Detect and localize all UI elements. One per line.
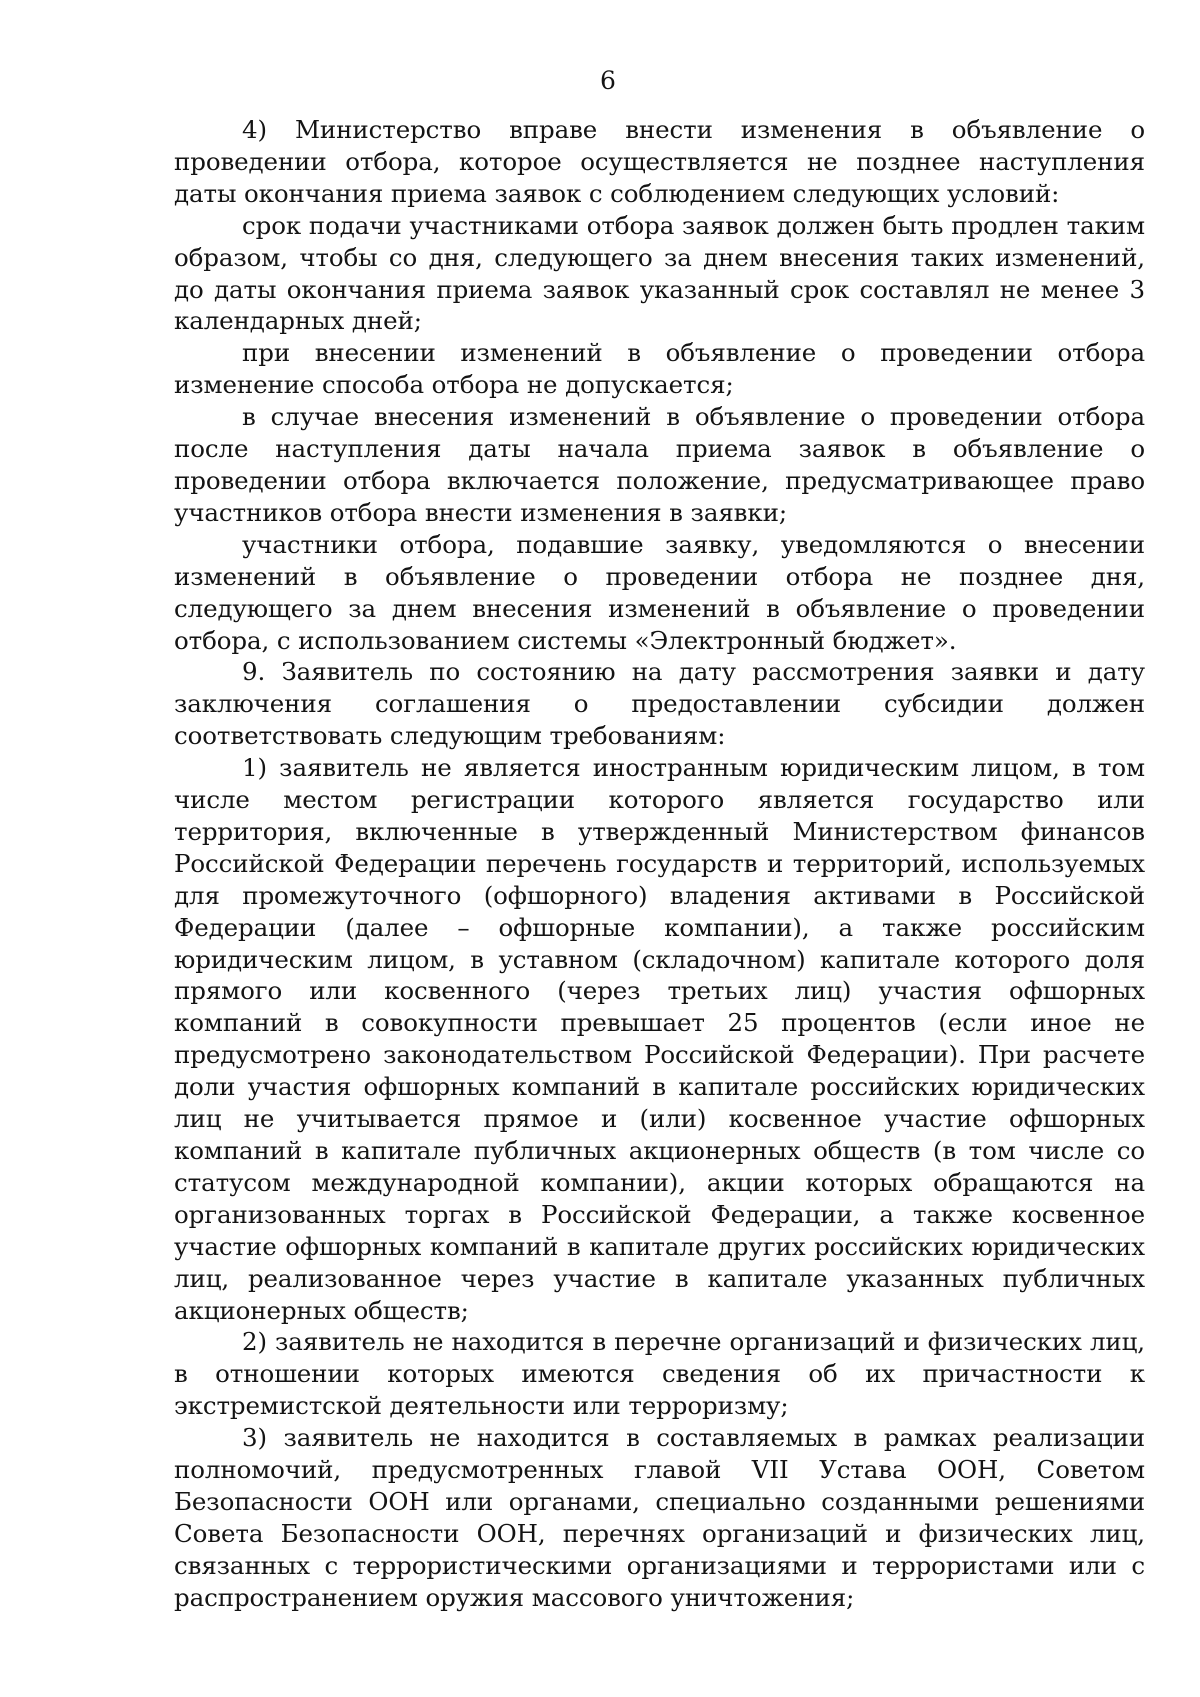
paragraph-requirement-3: 3) заявитель не находится в составляемых в рамках реализации полномочий, предусмотренных главой VII Устава ООН, Советом Безопасности ООН или органами, специально созданными решениями Совета Безопасности ООН, перечнях организаций и физических лиц, связанных с террористическими организациями и террористами или с распространением оружия массового уничтожения; [174,1423,1145,1612]
page-number: 6 [600,66,616,95]
paragraph-section-9: 9. Заявитель по состоянию на дату рассмотрения заявки и дату заключения соглашения о предоставлении субсидии должен соответствовать следующим требованиям: [174,657,1145,751]
paragraph-deadline-extension: срок подачи участниками отбора заявок должен быть продлен таким образом, чтобы со дня, следующего за днем внесения таких изменений, до даты окончания приема заявок указанный срок составлял не менее 3 календарных дней; [174,210,1145,336]
paragraph-requirement-1: 1) заявитель не является иностранным юридическим лицом, в том числе местом регистрации которого является государство или территория, включенные в утвержденный Министерством финансов Российской Федерации перечень государств и территорий, используемых для промежуточного (офшорного) владения активами в Российской Федерации (далее – офшорные компании), а также российским юридическим лицом, в уставном (складочном) капитале которого доля прямого или косвенного (через третьих лиц) участия офшорных компаний в совокупности превышает 25 процентов (если иное не предусмотрено законодательством Российской Федерации). При расчете доли участия офшорных компаний в капитале российских юридических лиц не учитывается прямое и (или) косвенное участие офшорных компаний в капитале публичных акционерных обществ (в том числе со статусом международной компании), акции которых обращаются на организованных торгах в Российской Федерации, а также косвенное участие офшорных компаний в капитале других российских юридических лиц, реализованное через участие в капитале указанных публичных акционерных обществ; [174,753,1145,1325]
document-body [174,114,1145,1614]
paragraph-item-4-amendment: 4) Министерство вправе внести изменения в объявление о проведении отбора, которое осуществляется не позднее наступления даты окончания приема заявок с соблюдением следующих условий: [174,115,1145,208]
paragraph-requirement-2: 2) заявитель не находится в перечне организаций и физических лиц, в отношении которых имеются сведения об их причастности к экстремистской деятельности или терроризму; [174,1327,1145,1421]
paragraph-method-change: при внесении изменений в объявление о проведении отбора изменение способа отбора не допускается; [174,338,1145,400]
paragraph-notification: участники отбора, подавшие заявку, уведомляются о внесении изменений в объявление о проведении отбора не позднее дня, следующего за днем внесения изменений в объявление о проведении отбора, с использованием системы «Электронный бюджет». [174,529,1145,655]
paragraph-amend-applications: в случае внесения изменений в объявление о проведении отбора после наступления даты начала приема заявок в объявление о проведении отбора включается положение, предусматривающее право участников отбора внести изменения в заявки; [174,402,1145,527]
